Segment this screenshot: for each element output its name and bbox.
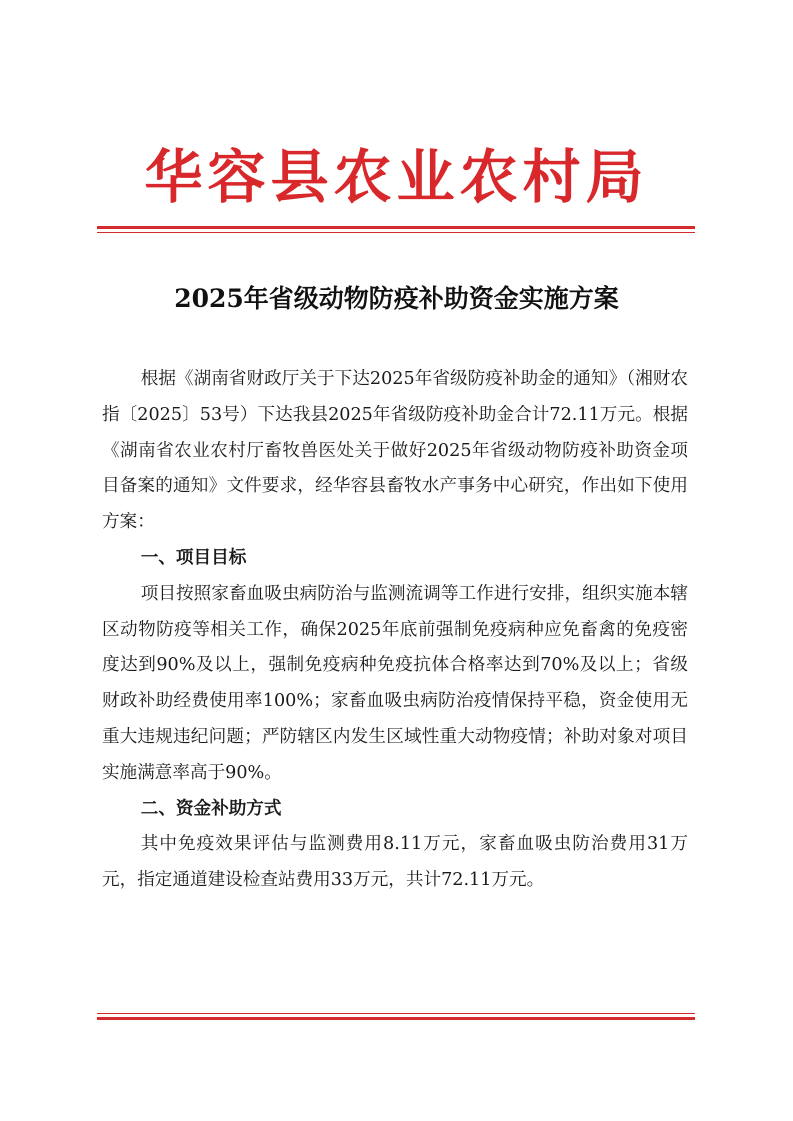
document-body — [102, 362, 688, 899]
intro-paragraph: 根据《湖南省财政厅关于下达2025年省级防疫补助金的通知》（湘财农指〔2025〕53号）下达我县2025年省级防疫补助金合计72.11万元。根据《湖南省农业农村厅畜牧兽医处关于做好2025年省级动物防疫补助资金项目备案的通知》文件要求，经华容县畜牧水产事务中心研究，作出如下使用方案： — [102, 369, 688, 533]
footer-divider-thick — [97, 1017, 695, 1020]
header-divider-thick — [97, 226, 695, 229]
header-divider-thin — [97, 232, 695, 233]
section-heading-goals: 一、项目目标 — [140, 547, 247, 568]
funding-paragraph: 其中免疫效果评估与监测费用8.11万元，家畜血吸虫防治费用31万元，指定通道建设检查站费用33万元，共计72.11万元。 — [102, 834, 688, 891]
organization-header: 华容县农业农村局 — [144, 143, 649, 211]
footer-divider-thin — [97, 1013, 695, 1014]
section-heading-funding: 二、资金补助方式 — [140, 798, 282, 819]
document-title: 2025年省级动物防疫补助资金实施方案 — [174, 284, 619, 313]
goals-paragraph: 项目按照家畜血吸虫病防治与监测流调等工作进行安排，组织实施本辖区动物防疫等相关工作，确保2025年底前强制免疫病种应免畜禽的免疫密度达到90%及以上，强制免疫病种免疫抗体合格率达到70%及以上；省级财政补助经费使用率100%；家畜血吸虫病防治疫情保持平稳，资金使用无重大违规违纪问题；严防辖区内发生区域性重大动物疫情；补助对象对项目实施满意率高于90%。 — [102, 583, 688, 783]
